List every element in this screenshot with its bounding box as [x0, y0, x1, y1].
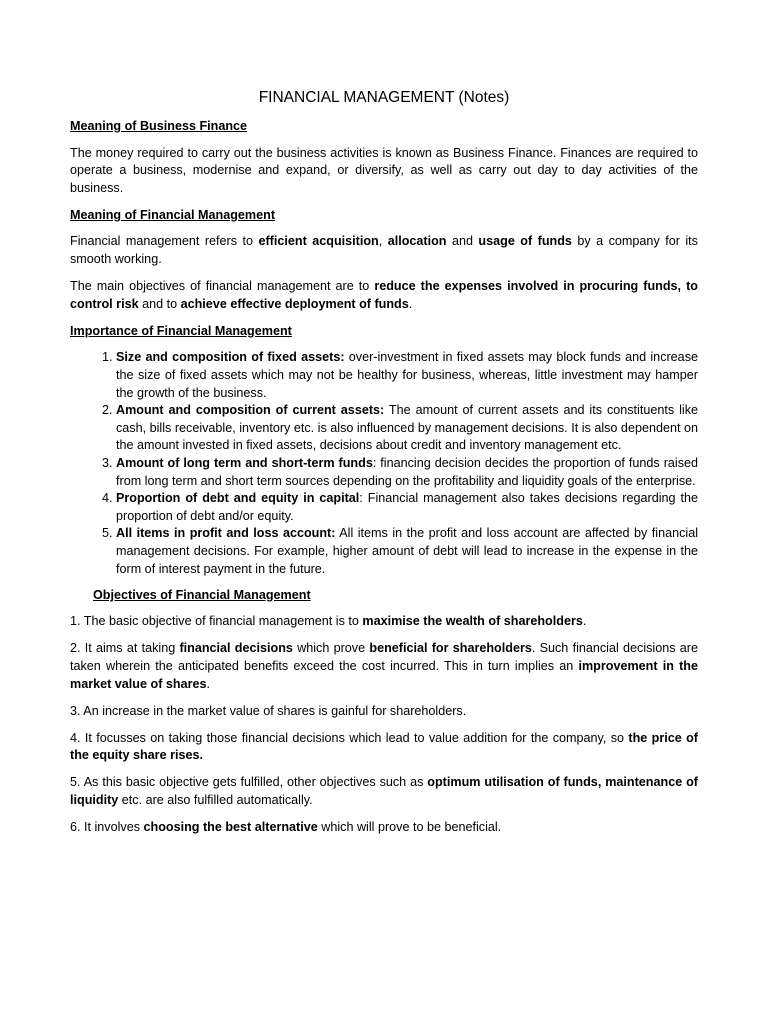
objective-3: 3. An increase in the market value of shares is gainful for shareholders. — [70, 703, 467, 718]
list-item: 4. Proportion of debt and equity in capital: Financial management also takes decisions regarding the proportion of debt and/or equity. — [116, 490, 698, 525]
list-item: 3. Amount of long term and short-term funds: financing decision decides the proportion of funds raised from long term and short term sources depending on the profitability and liquidity goals of the enterprise. — [116, 455, 698, 490]
objective-5: 5. As this basic objective gets fulfilled, other objectives such as optimum utilisation of funds, maintenance of liquidity etc. are also fulfilled automatically. — [70, 775, 699, 807]
list-item: 2. Amount and composition of current assets: The amount of current assets and its constituents like cash, bills receivable, inventory etc. is also influenced by management decisions. It is also dependent on the amount invested in fixed assets, decisions about credit and inventory management etc. — [116, 402, 698, 455]
heading-objectives: Objectives of Financial Management — [93, 587, 311, 602]
importance-list — [70, 349, 698, 578]
objective-6: 6. It involves choosing the best alternative which will prove to be beneficial. — [70, 820, 502, 835]
list-item: 1. Size and composition of fixed assets: over-investment in fixed assets may block funds and increase the size of fixed assets which may not be healthy for business, whereas, little investment may hamper the growth of the business. — [116, 349, 698, 402]
document-body — [70, 88, 698, 846]
heading-financial-management: Meaning of Financial Management — [70, 207, 276, 222]
document-title: FINANCIAL MANAGEMENT (Notes) — [258, 89, 510, 106]
paragraph-business-finance: The money required to carry out the business activities is known as Business Finance. Finances are required to operate a business, modernise and expand, or diversify, as well as carry out day to day activities of the business. — [70, 145, 698, 195]
list-item: 5. All items in profit and loss account: All items in the profit and loss account are affected by financial management decisions. For example, higher amount of debt will lead to increase in the expense in the form of interest payment in the future. — [116, 525, 698, 578]
objective-1: 1. The basic objective of financial management is to maximise the wealth of shareholders. — [70, 614, 587, 629]
objective-2: 2. It aims at taking financial decisions which prove beneficial for shareholders. Such financial decisions are taken wherein the anticipated benefits exceed the cost incurred. This in turn implies an improvement in the market value of shares. — [70, 641, 698, 691]
paragraph-financial-management-objectives: The main objectives of financial management are to reduce the expenses involved in procuring funds, to control risk and to achieve effective deployment of funds. — [70, 279, 698, 311]
heading-importance: Importance of Financial Management — [70, 323, 292, 338]
heading-business-finance: Meaning of Business Finance — [70, 119, 248, 133]
objective-4: 4. It focusses on taking those financial decisions which lead to value addition for the company, so the price of the equity share rises. — [70, 730, 698, 763]
paragraph-financial-management-definition: Financial management refers to efficient acquisition, allocation and usage of funds by a company for its smooth working. — [70, 234, 698, 267]
